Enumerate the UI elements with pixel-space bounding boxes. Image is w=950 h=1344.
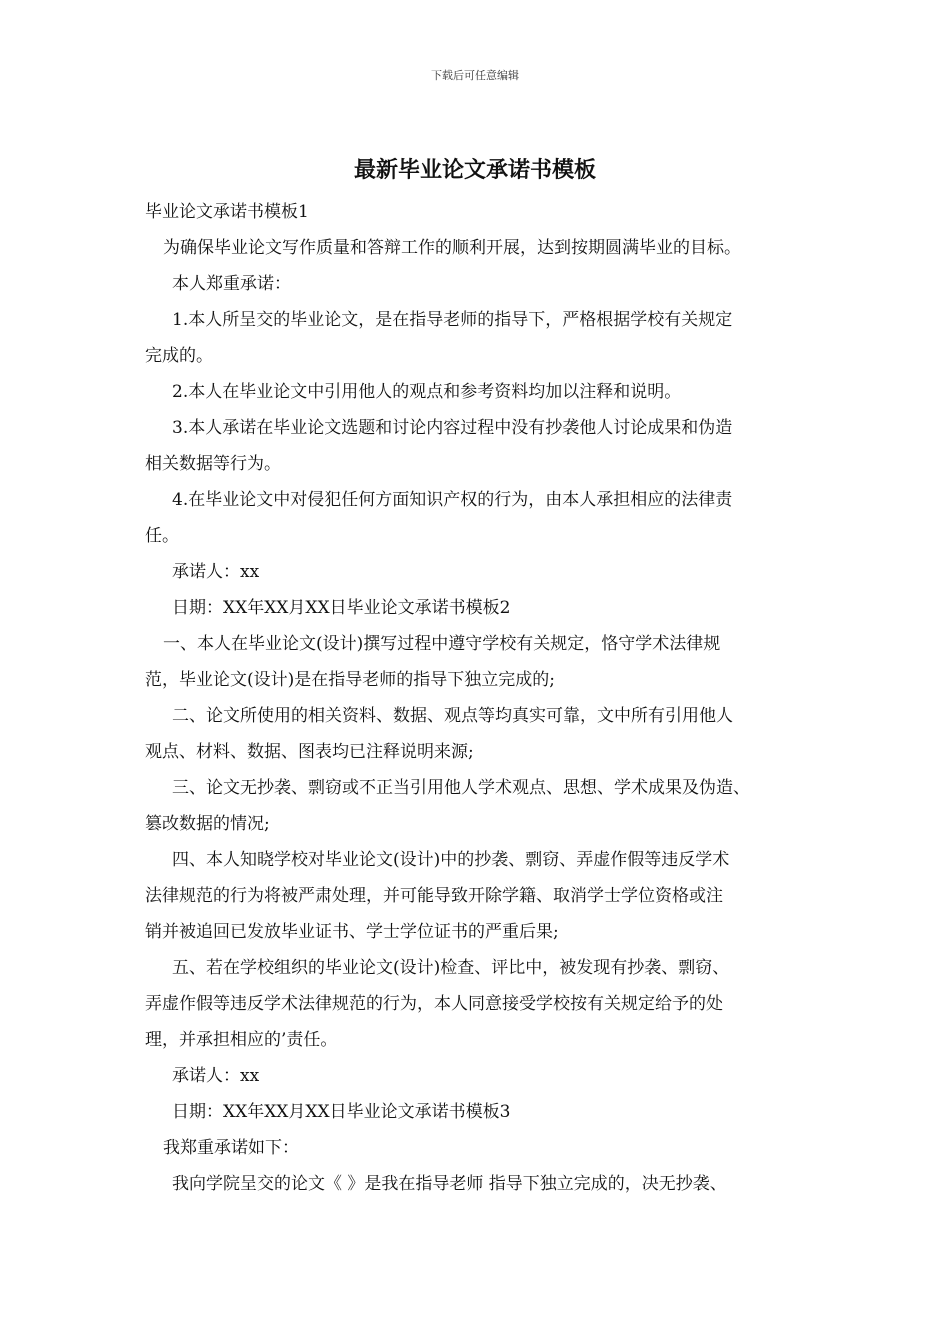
paragraph-line: 承诺人：xx (172, 562, 260, 582)
paragraph-line: 完成的。 (145, 346, 213, 366)
paragraph-line: 本人郑重承诺： (172, 274, 291, 294)
page-header: 下载后可任意编辑 (431, 69, 519, 82)
paragraph-line: 4.在毕业论文中对侵犯任何方面知识产权的行为，由本人承担相应的法律责 (172, 490, 733, 510)
paragraph-line: 3.本人承诺在毕业论文选题和讨论内容过程中没有抄袭他人讨论成果和伪造 (172, 418, 733, 438)
paragraph-line: 观点、材料、数据、图表均已注释说明来源; (145, 742, 474, 762)
paragraph-line: 弄虚作假等违反学术法律规范的行为，本人同意接受学校按有关规定给予的处 (145, 994, 723, 1014)
paragraph-line: 日期：XX年XX月XX日毕业论文承诺书模板3 (172, 1102, 511, 1122)
paragraph-line: 1.本人所呈交的毕业论文，是在指导老师的指导下，严格根据学校有关规定 (172, 310, 733, 330)
document-title: 最新毕业论文承诺书模板 (353, 158, 596, 183)
paragraph-line: 二、论文所使用的相关资料、数据、观点等均真实可靠，文中所有引用他人 (172, 706, 733, 726)
paragraph-line: 篡改数据的情况; (145, 814, 270, 834)
paragraph-line: 毕业论文承诺书模板1 (145, 202, 309, 222)
paragraph-line: 四、本人知晓学校对毕业论文(设计)中的抄袭、剽窃、弄虚作假等违反学术 (172, 850, 730, 870)
paragraph-line: 三、论文无抄袭、剽窃或不正当引用他人学术观点、思想、学术成果及伪造、 (172, 778, 750, 798)
paragraph-line: 我向学院呈交的论文《 》是我在指导老师 指导下独立完成的，决无抄袭、 (172, 1174, 727, 1194)
paragraph-line: 任。 (145, 526, 179, 546)
paragraph-line: 相关数据等行为。 (145, 454, 281, 474)
paragraph-line: 理，并承担相应的’责任。 (145, 1030, 338, 1050)
paragraph-line: 我郑重承诺如下： (163, 1138, 299, 1158)
paragraph-line: 2.本人在毕业论文中引用他人的观点和参考资料均加以注释和说明。 (172, 382, 682, 402)
paragraph-line: 一、本人在毕业论文(设计)撰写过程中遵守学校有关规定，恪守学术法律规 (163, 634, 721, 654)
paragraph-line: 日期：XX年XX月XX日毕业论文承诺书模板2 (172, 598, 511, 618)
paragraph-line: 为确保毕业论文写作质量和答辩工作的顺利开展，达到按期圆满毕业的目标。 (163, 238, 741, 258)
paragraph-line: 承诺人：xx (172, 1066, 260, 1086)
paragraph-line: 五、若在学校组织的毕业论文(设计)检查、评比中，被发现有抄袭、剽窃、 (172, 958, 730, 978)
paragraph-line: 法律规范的行为将被严肃处理，并可能导致开除学籍、取消学士学位资格或注 (145, 886, 723, 906)
paragraph-line: 范，毕业论文(设计)是在指导老师的指导下独立完成的; (145, 670, 555, 690)
paragraph-line: 销并被追回已发放毕业证书、学士学位证书的严重后果; (145, 922, 559, 942)
